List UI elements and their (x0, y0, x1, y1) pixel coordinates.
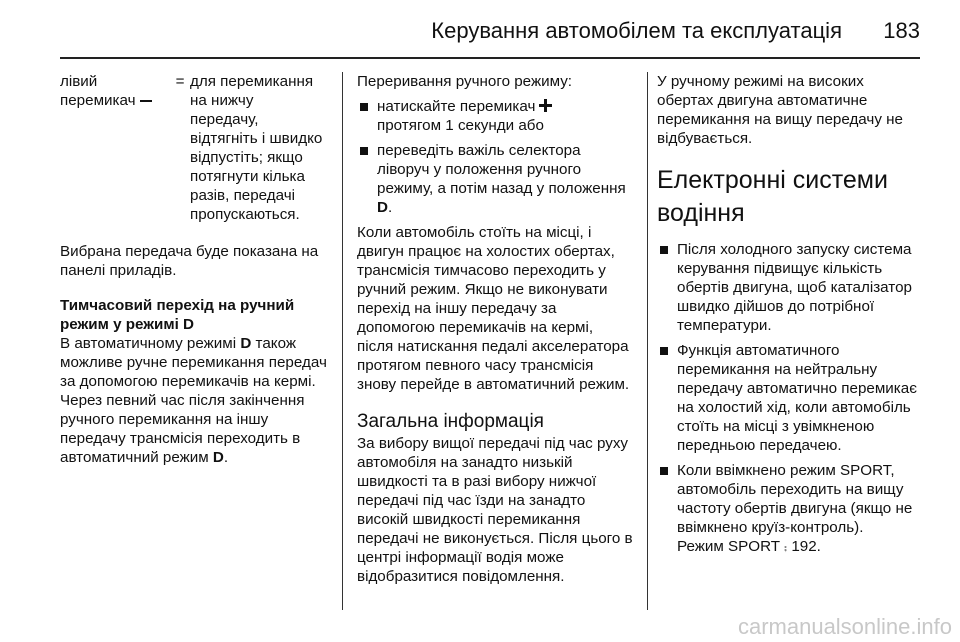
paragraph: За вибору вищої передачі під час руху автомобіля на занадто низькій швидкості та в разі вибору нижчої передачі під час їзди на занадто високій швидкості перемикання передачі не виконується. Після цього в центрі інформації водія може відобразитися повідомлення. (357, 435, 633, 585)
section-heading: Електронні системи водіння (657, 166, 888, 227)
paragraph: У ручному режимі на високих обертах двигуна автоматичне перемикання на вищу передачу не відбувається. (657, 73, 903, 147)
list-item: переведіть важіль селектора ліворуч у положення ручного режиму, а потім назад у положення D. (357, 141, 633, 217)
column-middle (357, 72, 633, 586)
minus-paddle-icon (140, 100, 152, 103)
bullet-list (357, 97, 633, 217)
bullet-icon (660, 347, 668, 355)
page-reference-icon: ⨾ (784, 538, 788, 555)
paragraph: Переривання ручного режиму: (357, 73, 573, 90)
paragraph: Коли автомобіль стоїть на місці, і двигун працює на холостих обертах, трансмісія тимчасово переходить у ручний режим. Якщо не виконувати перехід на іншу передачу за допомогою перемикачів на кермі, після натискання педалі акселератора протягом певного часу трансмісія знову перейде в автоматичний режим. (357, 224, 630, 393)
definition-term: лівий перемикач (60, 72, 170, 224)
paragraph: В автоматичному режимі D також можливе ручне перемикання передач за допомогою перемикачів на кермі. Через певний час після закінчення ручного перемикання на іншу передачу трансмісія переходить в автоматичний режим D. (60, 335, 327, 466)
definition-row (60, 72, 328, 224)
list-item: Функція автоматичного перемикання на нейтральну передачу автоматично перемикає на холостий хід, коли автомобіль стоїть на місці з увімкненою передньою передачею. (657, 341, 923, 455)
definition-description: для перемикання на нижчу передачу, відтягніть і швидко відпустіть; якщо потягнути кілька разів, передачі пропускаються. (190, 73, 323, 223)
page-title: Керування автомобілем та експлуатація (431, 18, 842, 43)
column-left (60, 72, 328, 483)
bullet-list (657, 240, 923, 556)
section-heading: Загальна інформація (357, 411, 544, 432)
column-right (657, 72, 923, 562)
bullet-icon (360, 103, 368, 111)
bullet-icon (660, 467, 668, 475)
header-rule (60, 57, 920, 59)
definition-equals: = (175, 73, 185, 90)
bullet-icon (660, 246, 668, 254)
page-number: 183 (883, 18, 920, 43)
subheading: Тимчасовий перехід на ручний режим у режимі D (60, 297, 295, 333)
column-divider-2 (647, 72, 648, 610)
list-item: натискайте перемикач протягом 1 секунди або (357, 97, 633, 135)
plus-paddle-icon (539, 99, 552, 112)
page-header (60, 14, 920, 58)
bullet-icon (360, 147, 368, 155)
paragraph: Вибрана передача буде показана на панелі приладів. (60, 243, 319, 279)
watermark: carmanualsonline.info (737, 614, 952, 639)
list-item: Коли ввімкнено режим SPORT, автомобіль переходить на вищу частоту обертів двигуна (якщо не ввімкнено круїз-контроль). Режим SPORT ⨾ 192. (657, 461, 923, 556)
column-divider-1 (342, 72, 343, 610)
list-item: Після холодного запуску система керування підвищує кількість обертів двигуна, щоб каталізатор швидко дійшов до потрібної температури. (657, 240, 923, 335)
